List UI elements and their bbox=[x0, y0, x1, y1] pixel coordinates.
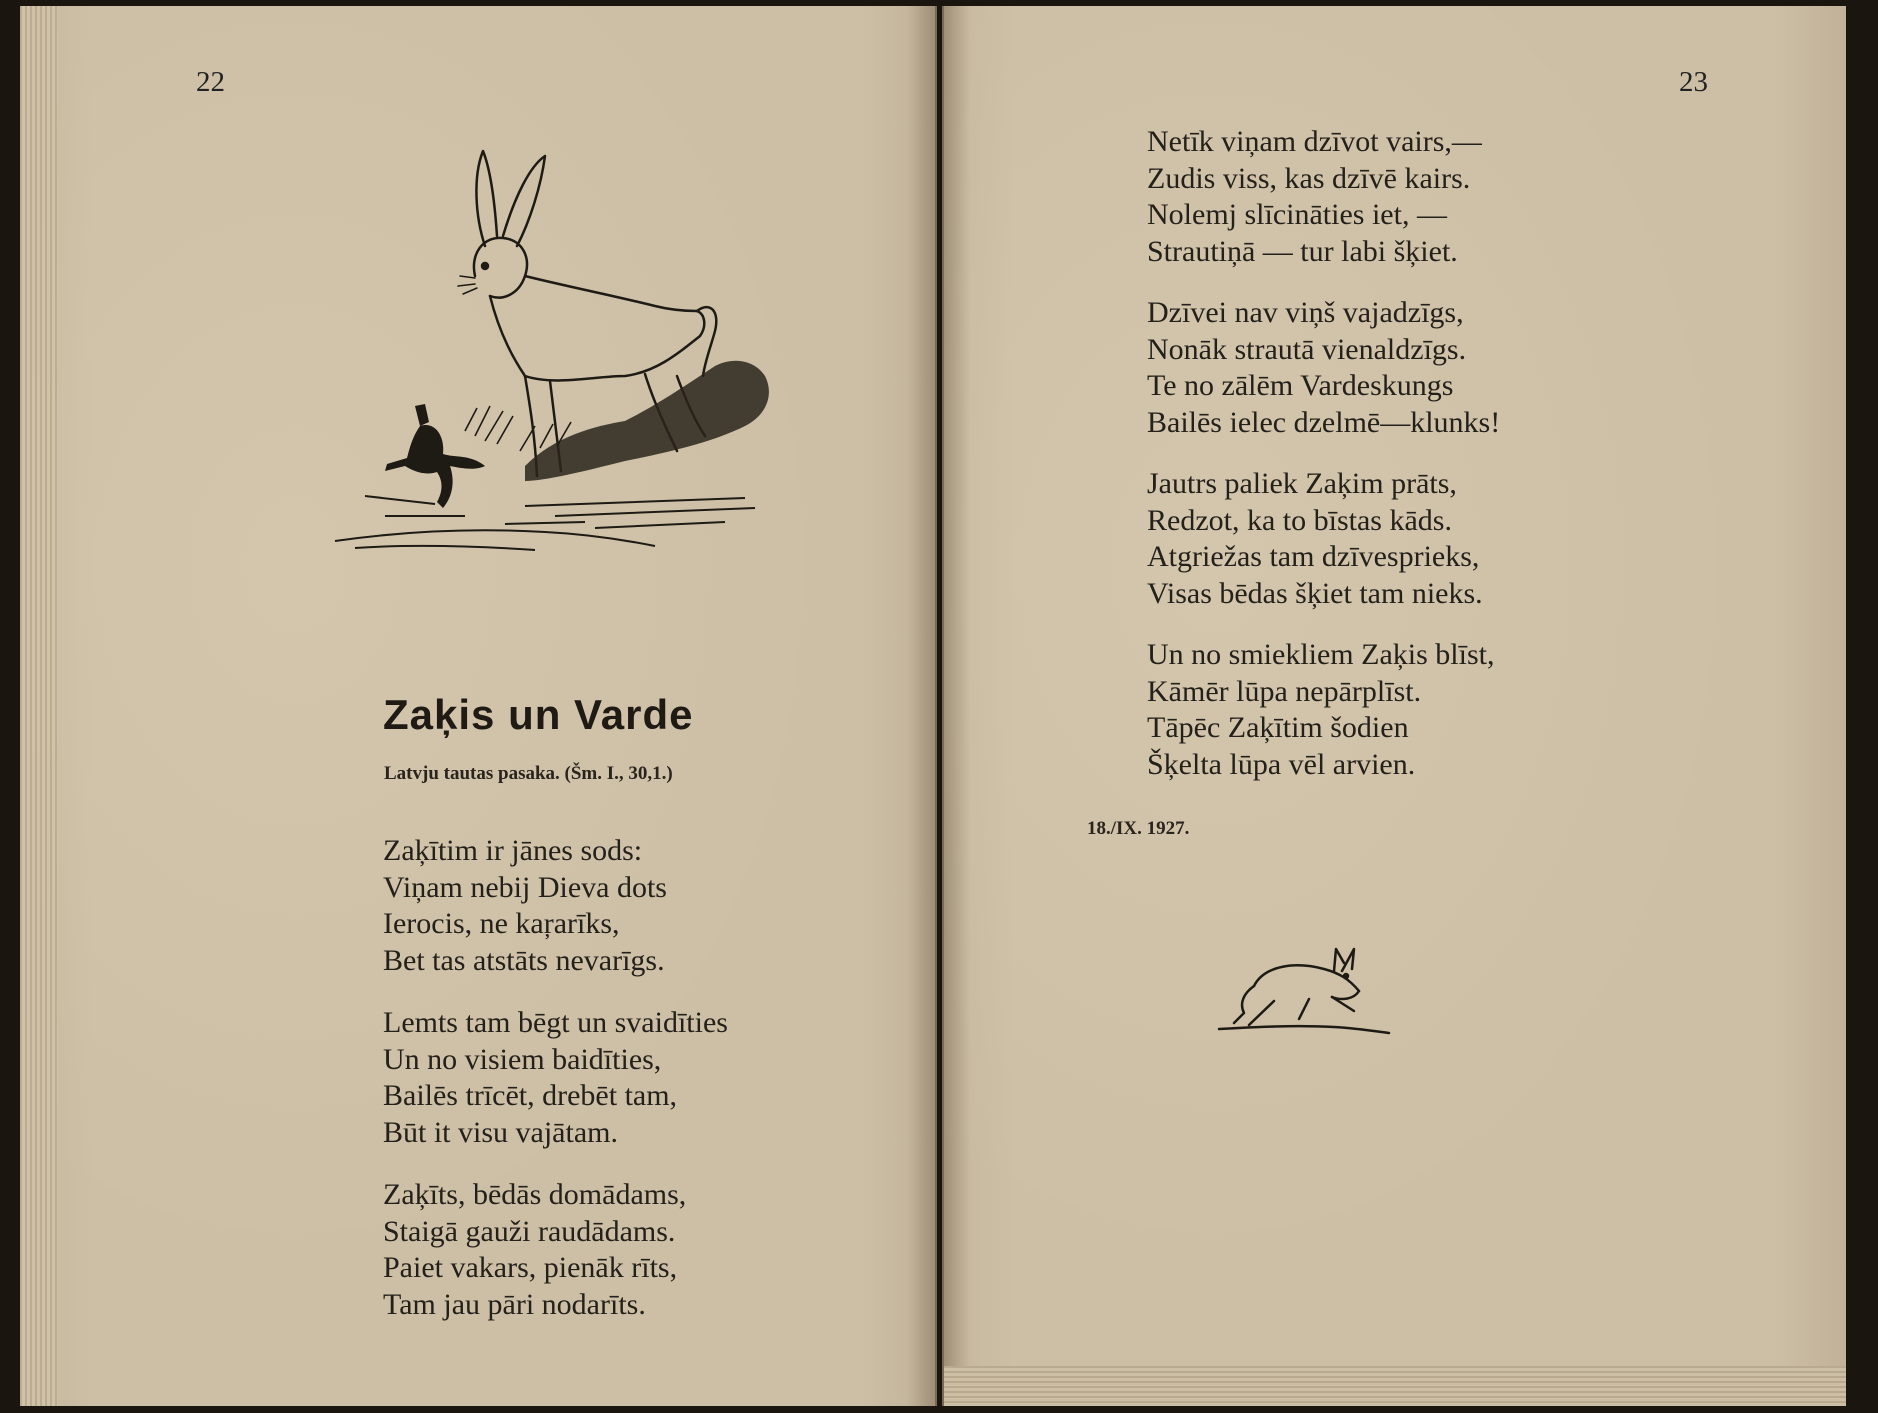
verse-line: Šķelta lūpa vēl arvien. bbox=[1147, 747, 1416, 781]
verse-line: Te no zālēm Vardeskungs bbox=[1147, 369, 1454, 402]
hare-and-frog-illustration bbox=[325, 136, 845, 566]
stanza-left-2 bbox=[383, 1005, 728, 1151]
verse-line: Tāpēc Zaķītim šodien bbox=[1147, 711, 1409, 744]
stanza-left-1 bbox=[383, 833, 667, 979]
verse-line: Nolemj slīcināties iet, — bbox=[1147, 198, 1447, 231]
verse-line: Zaķīts, bēdās domādams, bbox=[383, 1178, 687, 1211]
verse-line: Nonāk strautā vienaldzīgs. bbox=[1147, 332, 1467, 366]
verse-line: Bailēs ielec dzelmē—klunks! bbox=[1147, 405, 1501, 439]
verse-line: Atgriežas tam dzīvesprieks, bbox=[1147, 540, 1480, 573]
running-hare-icon bbox=[1214, 941, 1394, 1041]
hare-left-ear bbox=[476, 151, 497, 246]
verse-line: Redzot, ka to bīstas kāds. bbox=[1147, 503, 1452, 537]
verse-line: Dzīvei nav viņš vajadzīgs, bbox=[1147, 296, 1464, 329]
stanza-right-4 bbox=[1147, 637, 1494, 783]
verse-line: Paiet vakars, pienāk rīts, bbox=[383, 1251, 678, 1284]
verse-line: Zudis viss, kas dzīvē kairs. bbox=[1147, 161, 1471, 195]
verse-line: Ierocis, ne kaŗarīks, bbox=[383, 907, 620, 940]
page-number-left: 22 bbox=[196, 66, 225, 98]
verse-line: Bet tas atstāts nevarīgs. bbox=[383, 943, 665, 977]
verse-line: Netīk viņam dzīvot vairs,— bbox=[1147, 125, 1482, 158]
left-page bbox=[20, 6, 937, 1406]
verse-line: Bailēs trīcēt, drebēt tam, bbox=[383, 1079, 678, 1112]
right-page bbox=[942, 6, 1846, 1406]
stanza-left-3 bbox=[383, 1177, 686, 1323]
verse-line: Un no visiem baidīties, bbox=[383, 1042, 662, 1076]
page-number-right: 23 bbox=[1679, 66, 1708, 98]
verse-line: Jautrs paliek Zaķim prāts, bbox=[1147, 467, 1457, 500]
frog-figure bbox=[385, 404, 485, 508]
verse-line: Būt it visu vajātam. bbox=[383, 1115, 618, 1149]
verse-line: Strautiņā — tur labi šķiet. bbox=[1147, 234, 1458, 268]
stanza-right-3 bbox=[1147, 466, 1483, 612]
verse-line: Visas bēdas šķiet tam nieks. bbox=[1147, 576, 1483, 610]
hare-right-ear bbox=[503, 156, 545, 246]
verse-line: Tam jau pāri nodarīts. bbox=[383, 1287, 646, 1321]
stanza-right-2 bbox=[1147, 295, 1500, 441]
verse-line: Viņam nebij Dieva dots bbox=[383, 870, 667, 904]
verse-line: Un no smiekliem Zaķis blīst, bbox=[1147, 638, 1495, 671]
poem-title: Zaķis un Varde bbox=[383, 691, 694, 738]
poem-date: 18./IX. 1927. bbox=[1087, 818, 1190, 839]
verse-line: Lemts tam bēgt un svaidīties bbox=[383, 1006, 728, 1039]
verse-line: Zaķītim ir jānes sods: bbox=[383, 834, 643, 867]
verse-line: Kāmēr lūpa nepārplīst. bbox=[1147, 674, 1422, 708]
stanza-right-1 bbox=[1147, 124, 1482, 270]
poem-subtitle: Latvju tautas pasaka. (Šm. I., 30,1.) bbox=[384, 763, 673, 784]
verse-line: Staigā gauži raudādams. bbox=[383, 1214, 676, 1248]
